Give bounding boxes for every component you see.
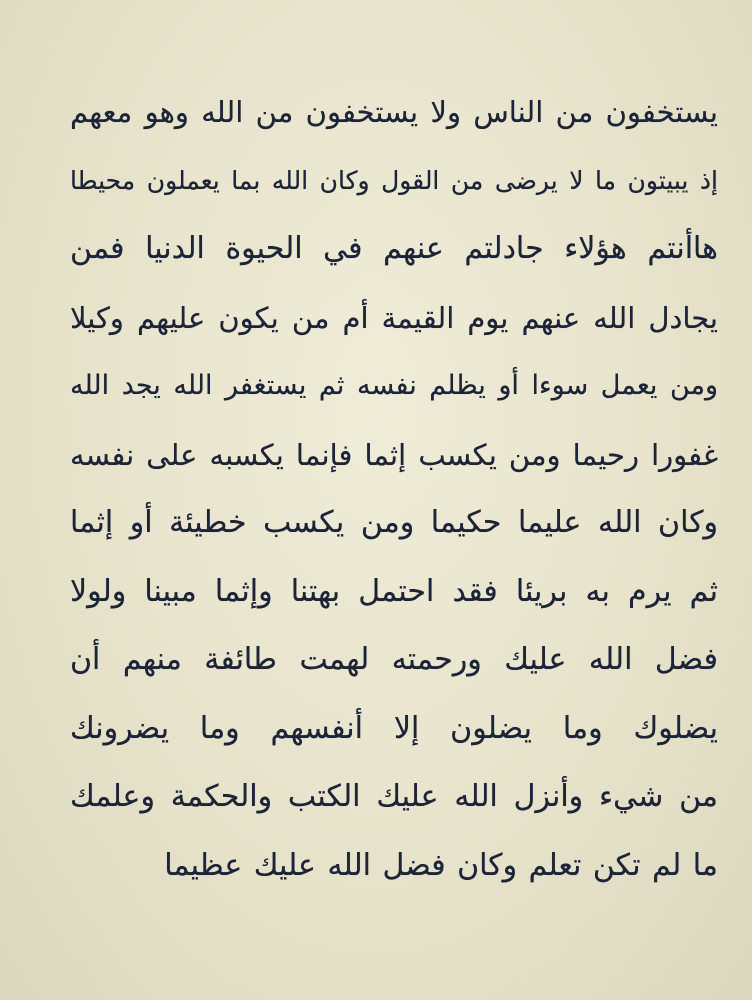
text-line-7: وكان الله عليما حكيما ومن يكسب خطيئة أو إثما: [70, 505, 718, 540]
text-line-9: فضل الله عليك ورحمته لهمت طائفة منهم أن: [70, 642, 718, 677]
text-line-3: هاأنتم هؤلاء جادلتم عنهم في الحيوة الدنيا فمن: [70, 231, 718, 266]
text-line-6: غفورا رحيما ومن يكسب إثما فإنما يكسبه على نفسه: [70, 437, 718, 472]
text-line-2: إذ يبيتون ما لا يرضى من القول وكان الله بما يعملون محيطا: [70, 165, 718, 195]
calligraphy-text-block: [70, 78, 718, 900]
text-line-5: ومن يعمل سوءا أو يظلم نفسه ثم يستغفر الله يجد الله: [70, 370, 718, 401]
text-line-10: يضلوك وما يضلون إلا أنفسهم وما يضرونك: [70, 710, 718, 746]
text-line-1: يستخفون من الناس ولا يستخفون من الله وهو معهم: [70, 95, 718, 129]
text-line-4: يجادل الله عنهم يوم القيمة أم من يكون عليهم وكيلا: [70, 300, 718, 335]
text-line-8: ثم يرم به بريئا فقد احتمل بهتنا وإثما مبينا ولولا: [70, 573, 718, 609]
text-line-12: ما لم تكن تعلم وكان فضل الله عليك عظيما: [164, 847, 718, 883]
text-line-11: من شيء وأنزل الله عليك الكتب والحكمة وعلمك: [70, 779, 718, 814]
